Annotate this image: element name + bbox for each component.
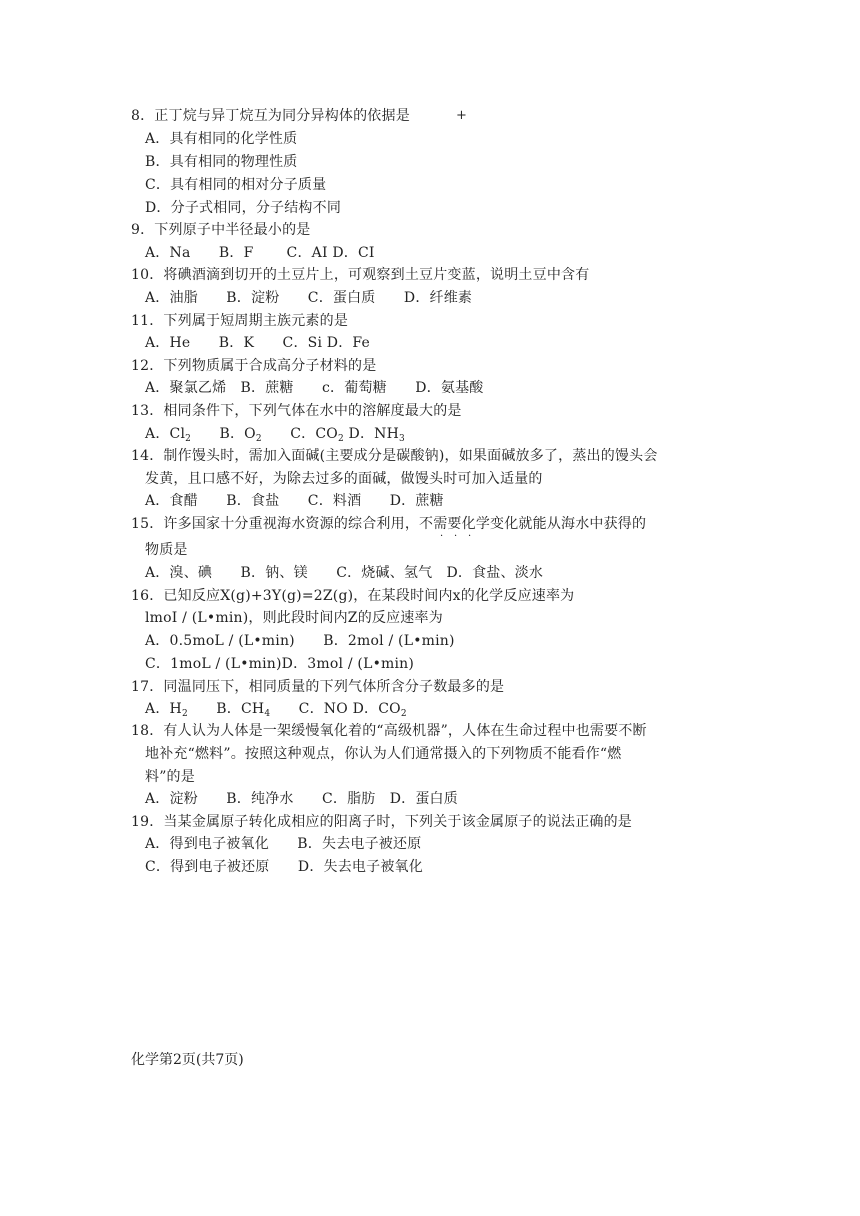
question-14-options: A．食醋 B．食盐 C．料酒 D．蔗糖: [145, 493, 444, 509]
question-15-stem-line-1: 15．许多国家十分重视海水资源的综合利用，不需要化学变化就能从海水中获得的: [131, 516, 647, 532]
question-19-stem: 19．当某金属原子转化成相应的阳离子时，下列关于该金属原子的说法正确的是: [131, 814, 633, 830]
question-12-options: A．聚氯乙烯 B．蔗糖 c．葡萄糖 D．氨基酸: [145, 380, 484, 396]
question-8-option-d: D．分子式相同，分子结构不同: [145, 200, 342, 216]
question-19-option-ab: A．得到电子被氧化 B．失去电子被还原: [145, 836, 422, 852]
question-11-stem: 11．下列属于短周期主族元素的是: [131, 313, 349, 329]
page-footer: 化学第2页(共7页): [131, 1052, 244, 1068]
question-18-stem-line-3: 料”的是: [145, 769, 195, 785]
question-14-stem-line-1: 14．制作馒头时，需加入面碱(主要成分是碳酸钠)，如果面碱放多了，蒸出的馒头会: [131, 448, 658, 464]
question-9-stem: 9．下列原子中半径最小的是: [131, 222, 311, 238]
question-16-stem-line-2: lmoI / (L•min)，则此段时间内Z的反应速率为: [145, 610, 443, 626]
question-13-options: A．$Cl_2$ B．$O_2$ C．$CO_2$ D．$NH_3$: [145, 426, 405, 444]
page-indicator: +: [456, 108, 467, 123]
question-16-option-ab: A．0.5moL / (L•min) B．2mol / (L•min): [145, 633, 455, 649]
question-19-option-cd: C．得到电子被还原 D．失去电子被氧化: [145, 859, 423, 875]
question-9-options: A．Na B．F C．AI D．CI: [145, 245, 375, 261]
question-14-stem-line-2: 发黄，且口感不好，为除去过多的面碱，做馒头时可加入适量的: [145, 471, 543, 487]
question-8-stem: 8．正丁烷与异丁烷互为同分异构体的依据是: [131, 108, 410, 124]
question-10-options: A．油脂 B．淀粉 C．蛋白质 D．纤维素: [145, 290, 473, 306]
emphasis-dot: ·: [468, 531, 472, 542]
emphasis-dot: ·: [440, 531, 444, 542]
question-16-option-cd: C．1moL / (L•min)D．3mol / (L•min): [145, 656, 415, 672]
emphasis-dot: ·: [454, 531, 458, 542]
question-15-options: A．溴、碘 B．钠、镁 C．烧碱、氢气 D．食盐、淡水: [145, 565, 544, 581]
question-17-stem: 17．同温同压下，相同质量的下列气体所含分子数最多的是: [131, 679, 505, 695]
question-18-stem-line-1: 18．有人认为人体是一架缓慢氧化着的“高级机器”，人体在生命过程中也需要不断: [131, 723, 647, 739]
question-13-stem: 13．相同条件下，下列气体在水中的溶解度最大的是: [131, 403, 462, 419]
question-16-stem-line-1: 16．已知反应X(g)+3Y(g)=2Z(g)，在某段时间内x的化学反应速率为: [131, 588, 575, 604]
question-8-option-c: C．具有相同的相对分子质量: [145, 177, 327, 193]
question-8-option-b: B．具有相同的物理性质: [145, 154, 298, 170]
question-8-option-a: A．具有相同的化学性质: [145, 131, 298, 147]
question-18-stem-line-2: 地补充“燃料”。按照这种观点，你认为人们通常摄入的下列物质不能看作“燃: [145, 746, 622, 762]
question-12-stem: 12．下列物质属于合成高分子材料的是: [131, 358, 377, 374]
question-15-stem-line-2: 物质是: [145, 542, 188, 558]
question-11-options: A．He B．K C．Si D．Fe: [145, 335, 371, 351]
question-10-stem: 10．将碘酒滴到切开的土豆片上，可观察到土豆片变蓝，说明土豆中含有: [131, 267, 590, 283]
question-17-options: A．$H_2$ B．$CH_4$ C．NO D．$CO_2$: [145, 701, 407, 719]
question-18-options: A．淀粉 B．纯净水 C．脂肪 D．蛋白质: [145, 791, 458, 807]
